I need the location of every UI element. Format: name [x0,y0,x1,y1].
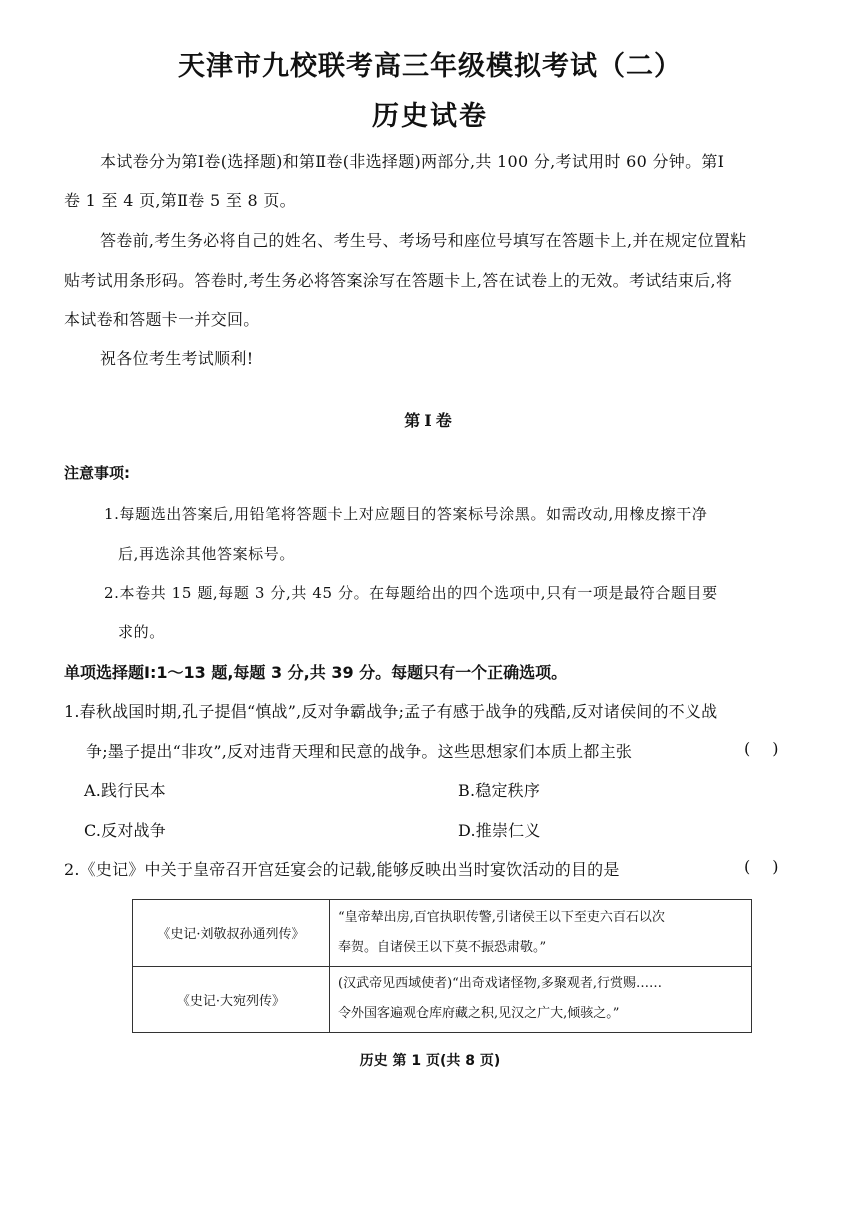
notice-item2-line1: 2.本卷共 15 题,每题 3 分,共 45 分。在每题给出的四个选项中,只有一项是最符合题目要 [104,584,718,602]
intro-p2-line3: 本试卷和答题卡一并交回。 [64,310,260,329]
section-heading: 第Ⅰ卷 [404,411,456,430]
table-cell-book: 《史记·刘敬叔孙通列传》 [133,900,330,967]
question-1-option-a: A.践行民本 [84,781,166,800]
notice-item1-line1: 1.每题选出答案后,用铅笔将答题卡上对应题目的答案标号涂黑。如需改动,用橡皮擦干净 [104,505,708,523]
intro-p1-line1: 本试卷分为第Ⅰ卷(选择题)和第Ⅱ卷(非选择题)两部分,共 100 分,考试用时 60 分钟。第Ⅰ [100,152,725,171]
notice-heading: 注意事项: [64,464,130,482]
table-cell-quote [330,900,752,967]
notice-item1-line2: 后,再选涂其他答案标号。 [118,545,295,563]
exam-title: 天津市九校联考高三年级模拟考试（二） [178,51,682,82]
question-2-answer-blank: () [744,857,801,876]
question-1-stem-line2: 争;墨子提出“非攻”,反对违背天理和民意的战争。这些思想家们本质上都主张 [86,742,633,761]
question-2-source-table [132,899,752,1033]
quote-line: 令外国客遍观仓库府藏之积,见汉之广大,倾骇之。” [338,1006,620,1022]
table-row [133,900,752,967]
exam-subtitle: 历史试卷 [372,101,488,132]
table-row [133,966,752,1033]
notice-item2-line2: 求的。 [118,623,165,641]
question-1-option-d: D.推崇仁义 [458,821,541,840]
table-cell-book: 《史记·大宛列传》 [133,966,330,1033]
question-2-stem: 2.《史记》中关于皇帝召开宫廷宴会的记载,能够反映出当时宴饮活动的目的是 [64,860,620,879]
question-1-stem-line1: 1.春秋战国时期,孔子提倡“慎战”,反对争霸战争;孟子有感于战争的残酷,反对诸侯间的不义战 [64,702,718,721]
question-1-option-b: B.稳定秩序 [458,781,541,800]
quote-line: (汉武帝见西域使者)“出奇戏诸怪物,多聚观者,行赏赐…… [338,976,663,992]
question-1-answer-blank: () [744,739,801,758]
page-footer: 历史 第 1 页(共 8 页) [359,1053,501,1069]
intro-p1-line2: 卷 1 至 4 页,第Ⅱ卷 5 至 8 页。 [64,191,296,210]
question-1-option-c: C.反对战争 [84,821,166,840]
single-choice-heading: 单项选择题Ⅰ:1～13 题,每题 3 分,共 39 分。每题只有一个正确选项。 [64,663,568,682]
quote-line: “皇帝辇出房,百官执职传警,引诸侯王以下至吏六百石以次 [338,909,665,925]
table-cell-quote [330,966,752,1033]
intro-p2-line2: 贴考试用条形码。答卷时,考生务必将答案涂写在答题卡上,答在试卷上的无效。考试结束后,将 [64,271,733,290]
intro-p2-line1: 答卷前,考生务必将自己的姓名、考生号、考场号和座位号填写在答题卡上,并在规定位置粘 [100,231,747,250]
quote-line: 奉贺。自诸侯王以下莫不振恐肃敬。” [338,939,547,955]
intro-p3: 祝各位考生考试顺利! [100,349,254,368]
